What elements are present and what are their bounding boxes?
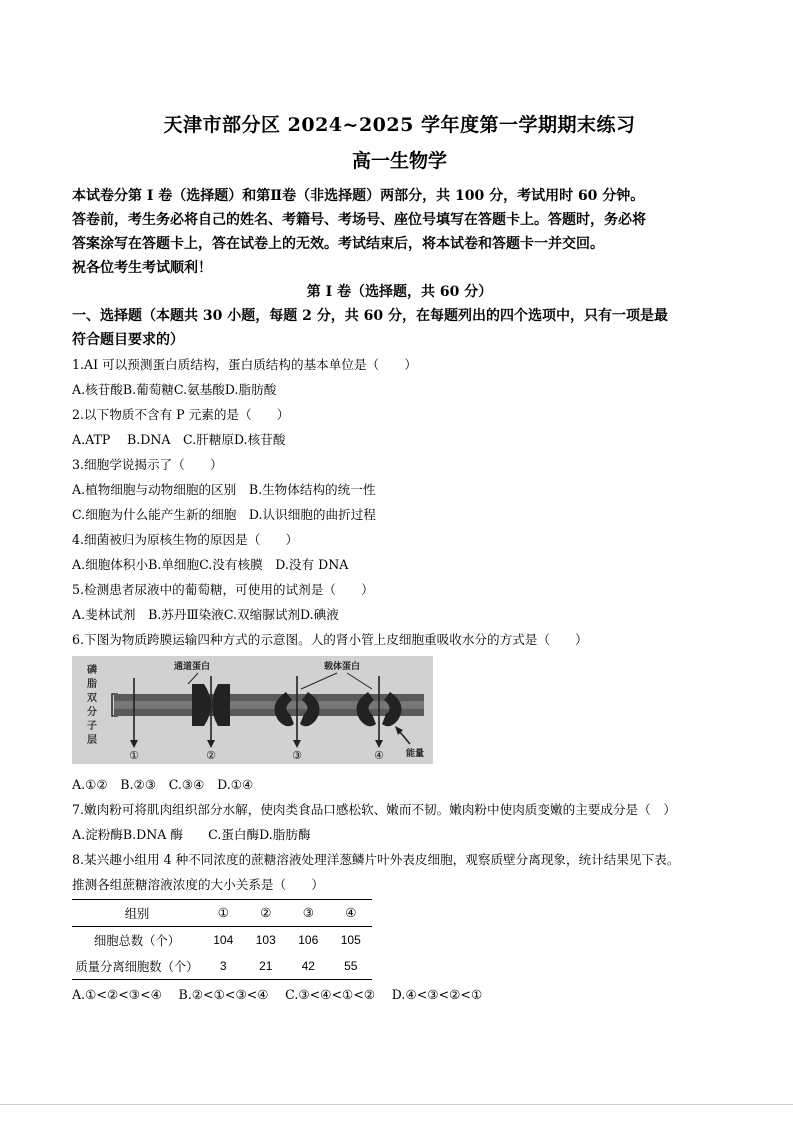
transport-marker-3: ③ (292, 749, 302, 762)
membrane-label-char: 分 (87, 707, 97, 718)
exam-title: 天津市部分区 2024~2025 学年度第一学期期末练习 (163, 114, 636, 136)
membrane-label-char: 脂 (87, 679, 97, 690)
table-cell: 105 (340, 933, 361, 947)
membrane-label-char: 磷 (87, 665, 97, 676)
question-3-options: C.细胞为什么能产生新的细胞 D.认识细胞的曲折过程 (72, 507, 376, 522)
question-8-stem: 推测各组蔗糖溶液浓度的大小关系是（ ） (72, 877, 324, 892)
intro-line: 祝各位考生考试顺利！ (72, 260, 212, 276)
table-row (72, 927, 372, 954)
table-row (72, 953, 372, 980)
membrane-label-char: 双 (87, 693, 97, 704)
table-cell: 106 (298, 933, 319, 947)
table-header-cell: ④ (345, 906, 357, 920)
table-cell: 42 (301, 959, 315, 973)
table-cell: 103 (255, 933, 276, 947)
question-2-stem: 2.以下物质不含有 P 元素的是（ ） (72, 407, 290, 422)
table-cell: 3 (219, 959, 227, 973)
question-8-options: A.①<②<③<④ B.②<①<③<④ C.③<④<①<② D.④<③<②<① (72, 987, 483, 1002)
question-6-stem: 6.下图为物质跨膜运输四种方式的示意图。人的肾小管上皮细胞重吸收水分的方式是（ ） (72, 632, 588, 647)
question-8-stem: 8.某兴趣小组用 4 种不同浓度的蔗糖溶液处理洋葱鳞片叶外表皮细胞，观察质壁分离现象，统计结果见下表。 (72, 852, 680, 867)
section-title: 第 I 卷（选择题，共 60 分） (306, 284, 493, 300)
plasmolysis-table (72, 899, 372, 980)
table-cell: 21 (259, 959, 273, 973)
exam-page (72, 112, 727, 1007)
intro-line: 本试卷分第 I 卷（选择题）和第Ⅱ卷（非选择题）两部分，共 100 分，考试用时 60 分钟。 (72, 188, 645, 204)
question-7-stem: 7.嫩肉粉可将肌肉组织部分水解，使肉类食品口感松软、嫩而不韧。嫩肉粉中使肉质变嫩的主要成分是（ ） (72, 802, 676, 817)
table-cell: 细胞总数（个） (93, 934, 181, 948)
question-3-options: A.植物细胞与动物细胞的区别 B.生物体结构的统一性 (72, 482, 376, 497)
table-header-cell: ③ (302, 906, 314, 920)
question-1-options: A.核苷酸B.葡萄糖C.氨基酸D.脂肪酸 (72, 382, 277, 397)
question-4-stem: 4.细菌被归为原核生物的原因是（ ） (72, 532, 299, 547)
table-cell: 质量分离细胞数（个） (75, 960, 199, 974)
question-4-options: A.细胞体积小B.单细胞C.没有核膜 D.没有 DNA (72, 557, 349, 572)
energy-label: 能量 (406, 749, 425, 759)
question-2-options: A.ATP B.DNA C.肝糖原D.核苷酸 (72, 432, 286, 447)
table-cell: 104 (213, 933, 234, 947)
transport-marker-1: ① (129, 749, 139, 762)
question-3-stem: 3.细胞学说揭示了（ ） (72, 457, 223, 472)
section-instructions: 符合题目要求的） (72, 332, 184, 348)
question-5-options: A.斐林试剂 B.苏丹Ⅲ染液C.双缩脲试剂D.碘液 (72, 607, 339, 622)
question-5-stem: 5.检测患者尿液中的葡萄糖，可使用的试剂是（ ） (72, 582, 374, 597)
table-cell: 55 (344, 959, 358, 973)
intro-line: 答案涂写在答题卡上，答在试卷上的无效。考试结束后，将本试卷和答题卡一并交回。 (72, 236, 604, 252)
question-6-options: A.①② B.②③ C.③④ D.①④ (72, 777, 254, 792)
table-header-row (72, 900, 372, 927)
section-instructions: 一、选择题（本题共 30 小题，每题 2 分，共 60 分，在每题列出的四个选项中，只有一项是最 (72, 308, 668, 324)
table-header-cell: 组别 (124, 907, 150, 921)
membrane-label-char: 层 (87, 735, 97, 746)
membrane-transport-figure (72, 656, 433, 764)
membrane-label-char: 子 (87, 721, 97, 732)
table-header-cell: ② (260, 906, 272, 920)
transport-marker-4: ④ (374, 749, 384, 762)
question-7-options: A.淀粉酶B.DNA 酶 C.蛋白酶D.脂肪酶 (72, 827, 311, 842)
table-header-cell: ① (217, 906, 229, 920)
exam-subject: 高一生物学 (351, 150, 447, 172)
carrier-protein-label: 载体蛋白 (324, 662, 361, 672)
intro-line: 答卷前，考生务必将自己的姓名、考籍号、考场号、座位号填写在答题卡上。答题时，务必将 (72, 212, 646, 228)
question-1-stem: 1.AI 可以预测蛋白质结构，蛋白质结构的基本单位是（ ） (72, 357, 417, 372)
channel-protein-label: 通道蛋白 (174, 662, 211, 672)
transport-marker-2: ② (206, 749, 216, 762)
page-footer-rule (0, 1104, 793, 1105)
